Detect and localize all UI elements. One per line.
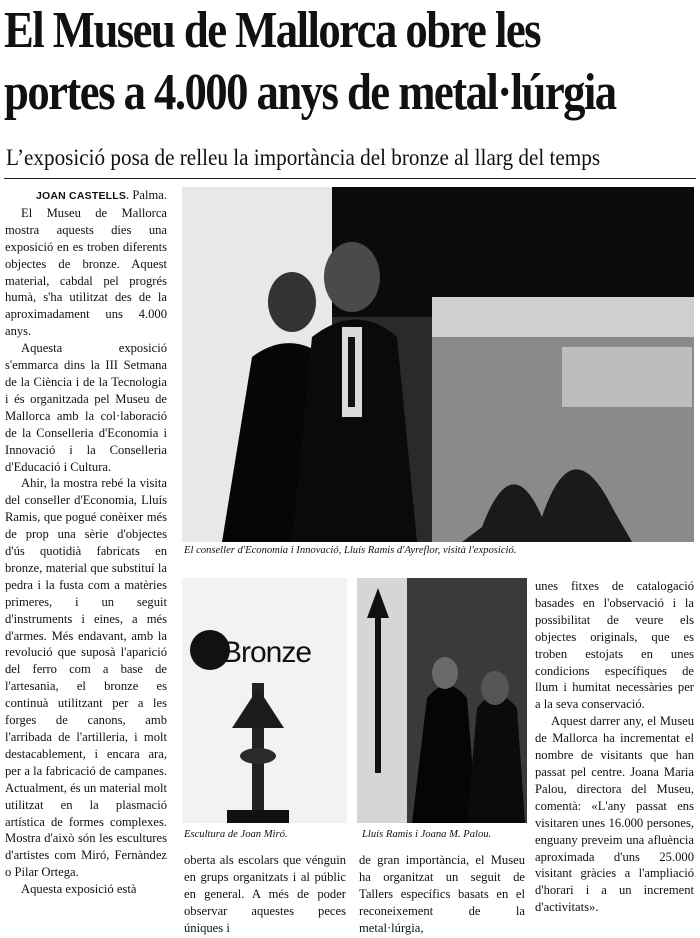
paragraph: El Museu de Mallorca mostra aquests dies una exposició en es troben diferents objectes de bronze. Aquest material, cabdal pel progrés humà, s'ha utilitzat des de la aproximadament uns 4.000 anys. — [5, 205, 167, 339]
sculpture-photo — [182, 578, 347, 823]
paragraph: Aquesta exposició s'emmarca dins la III Setmana de la Ciència i de la Tecnologia i és organitzada pel Museu de Mallorca amb la col·laboració de la Conselleria d'Economia i Innovació i la Conselleria d'Educació i Cultura. — [5, 341, 167, 474]
column-3 — [359, 852, 525, 937]
paragraph: unes fitxes de catalogació basades en l'observació i la possibilitat de veure els objectes originals, que es troben estojats en unes condicions específiques de llum i humitat necessàries per a la seva conservació. — [535, 579, 694, 712]
byline-author: JOAN CASTELLS. — [35, 190, 130, 202]
main-photo — [182, 187, 694, 542]
paragraph: Aquest darrer any, el Museu de Mallorca ha incrementat el nombre de visitants que han passat pel centre. Joana Maria Palou, directora del Museu, comentà: «L'any passat ens visitaren unes 16.000 persones, enguany preveim una afluència aproximada d'uns 25.000 visitant gràcies a l'ampliació d'horari i a un increment d'activitats». — [535, 714, 694, 915]
header-rule — [4, 178, 696, 179]
column-1 — [5, 187, 167, 898]
people-photo — [357, 578, 527, 823]
paragraph: oberta als escolars que vénguin en grups organitzats i al públic en general. A més de poder observar aquestes peces úniques i — [184, 853, 346, 935]
main-photo-caption: El conseller d'Economia i Innovació, Lluís Ramis d'Ayreflor, visità l'exposició. — [184, 545, 517, 556]
byline-place: Palma. — [132, 188, 167, 202]
byline — [5, 187, 167, 205]
sculpture-sign-text: Bronze — [222, 636, 312, 669]
paragraph: Ahir, la mostra rebé la visita del conseller d'Economia, Lluís Ramis, que pogué conèixer més de prop una sèrie d'objectes d'ús quotidià fabricats en bronze, material que substituí la pedra i la fusta com a matèries primeres, i un seguit d'instruments i eines, a més d'armes. Més endavant, amb la revolució que suposà l'aparició del ferro com a base de l'artesania, el bronze es continuà utilitzant per a les forges de canons, amb l'arribada de l'artilleria, i molt destacablement, i encara ara, per a la fabricació de campanes. Actualment, és un material molt utilitzat en la plasmació artística de formes complexes. Mostra d'això són les escultures d'artistes com Miró, Fernàndez o Pilar Ortega. — [5, 476, 167, 880]
headline — [4, 0, 616, 124]
subtitle: L’exposició posa de relleu la importància del bronze al llarg del temps — [6, 145, 601, 170]
sculpture-photo-image — [182, 578, 347, 823]
people-photo-image — [357, 578, 527, 823]
column-2 — [184, 852, 346, 937]
main-photo-image — [182, 187, 694, 542]
headline-line-1: El Museu de Mallorca obre les — [4, 2, 541, 59]
people-caption: Lluís Ramis i Joana M. Palou. — [362, 829, 492, 840]
paragraph: Aquesta exposició està — [21, 882, 137, 897]
paragraph: de gran importància, el Museu ha organitzat un seguit de Tallers específics basats en el reconeixement de la metal·lúrgia, — [359, 853, 525, 935]
sculpture-caption: Escultura de Joan Miró. — [184, 829, 288, 840]
column-4 — [535, 578, 694, 916]
headline-line-2: portes a 4.000 anys de metal·lúrgia — [4, 64, 616, 121]
